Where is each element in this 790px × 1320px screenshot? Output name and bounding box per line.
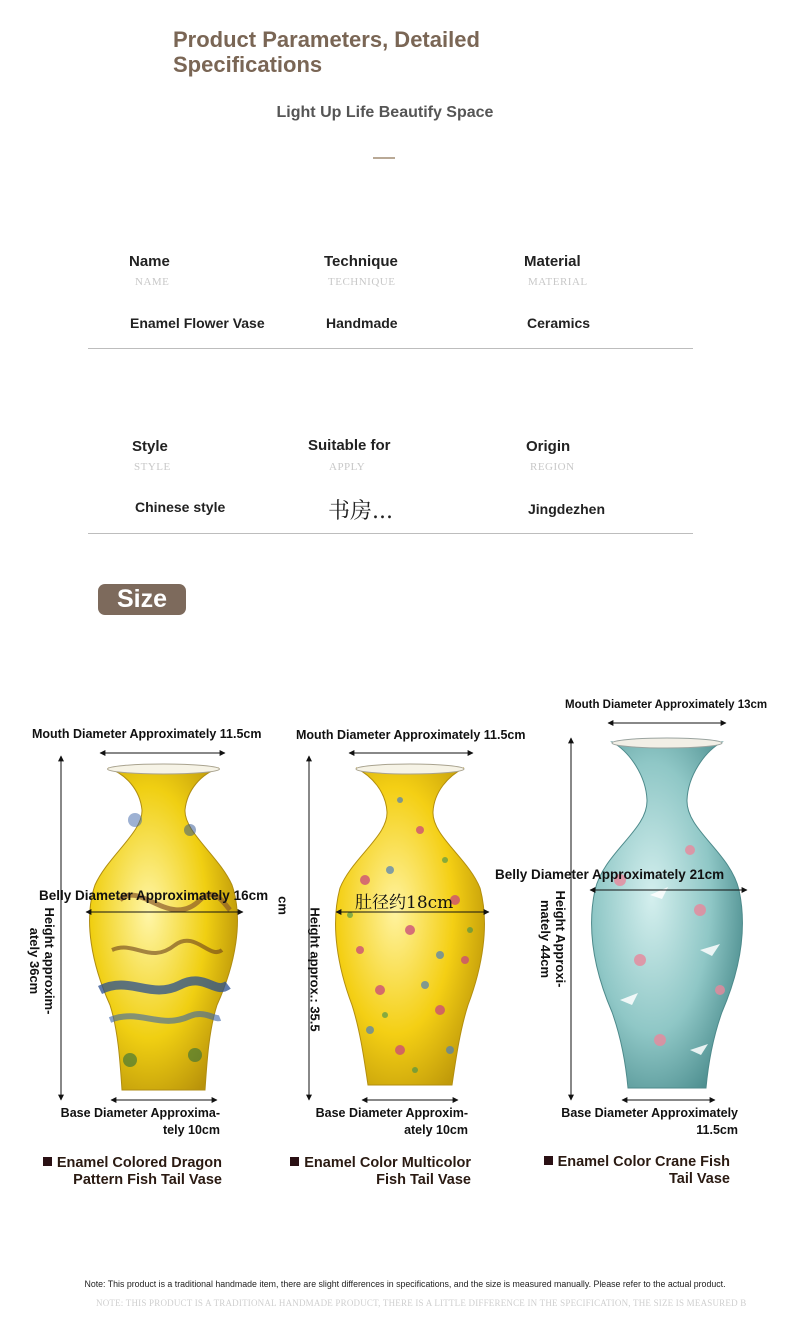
vase3-belly-label: Belly Diameter Approximately 21cm: [495, 867, 725, 882]
vase1-height-label: Height approxim-ately 36cm: [27, 907, 57, 1015]
param-value-technique: Handmade: [326, 315, 398, 331]
param-label-name: Name: [129, 253, 170, 270]
param-value-material: Ceramics: [527, 315, 591, 331]
param-value-name: Enamel Flower Vase: [130, 315, 265, 331]
param-sub-region: REGION: [530, 461, 575, 473]
vase3-mouth-label: Mouth Diameter Approximately 13cm: [565, 699, 768, 711]
param-label-suitable: Suitable for: [308, 437, 391, 454]
vase2-base-label: Base Diameter Approxim- ately 10cm: [315, 1106, 468, 1137]
param-sub-apply: APPLY: [329, 461, 366, 473]
vase-crane: [592, 738, 743, 1088]
vase2-mouth-label: Mouth Diameter Approximately 11.5cm: [296, 728, 526, 742]
vase-dragon: [90, 764, 238, 1090]
param-sub-name: NAME: [135, 276, 170, 288]
param-value-origin: Jingdezhen: [528, 501, 606, 517]
vase1-mouth-label: Mouth Diameter Approximately 11.5cm: [32, 727, 262, 741]
page-subtitle: Light Up Life Beautify Space: [276, 104, 494, 121]
vase3-caption: Enamel Color Crane Fish Tail Vase: [540, 1154, 730, 1188]
param-label-technique: Technique: [324, 253, 398, 270]
vase1-caption: Enamel Colored Dragon Pattern Fish Tail Vase: [30, 1155, 222, 1189]
param-sub-style: STYLE: [134, 461, 171, 473]
vase2-height-unit: cm: [275, 896, 291, 915]
param-sub-material: MATERIAL: [528, 276, 588, 288]
param-label-material: Material: [524, 253, 581, 270]
bullet-square: [544, 1156, 553, 1165]
vase2-height-label: Height approx.: 35.5: [307, 907, 323, 1032]
vase3-base-label: Base Diameter Approximately 11.5cm: [561, 1106, 738, 1137]
param-value-suitable: 书房...: [328, 499, 393, 524]
vase-butterfly: [336, 764, 485, 1085]
param-label-style: Style: [132, 438, 168, 455]
param-label-origin: Origin: [526, 438, 571, 455]
page-title: Product Parameters, Detailed Specifications: [173, 27, 480, 77]
vase1-belly-label: Belly Diameter Approximately 16cm: [39, 888, 269, 903]
vase3-height-label: Height Approxi-mately 44cm: [538, 890, 568, 988]
vase2-caption: Enamel Color Multicolor Fish Tail Vase: [270, 1155, 471, 1189]
param-sub-technique: TECHNIQUE: [328, 276, 396, 288]
footer-note-sub: NOTE: THIS PRODUCT IS A TRADITIONAL HANDMADE PRODUCT, THERE IS A LITTLE DIFFERENCE IN THE SPECIFICATION, THE SIZE IS MEASURED B: [96, 1298, 747, 1308]
param-value-style: Chinese style: [135, 499, 226, 515]
size-badge: Size: [98, 584, 186, 615]
footer-note: Note: This product is a traditional handmade item, there are slight differences in specifications, and the size is measured manually. Please refer to the actual product.: [84, 1279, 726, 1289]
bullet-square: [43, 1157, 52, 1166]
vase1-base-label: Base Diameter Approxima- tely 10cm: [60, 1106, 220, 1137]
vase2-belly-label: 肚径约18cm: [355, 893, 454, 913]
bullet-square: [290, 1157, 299, 1166]
